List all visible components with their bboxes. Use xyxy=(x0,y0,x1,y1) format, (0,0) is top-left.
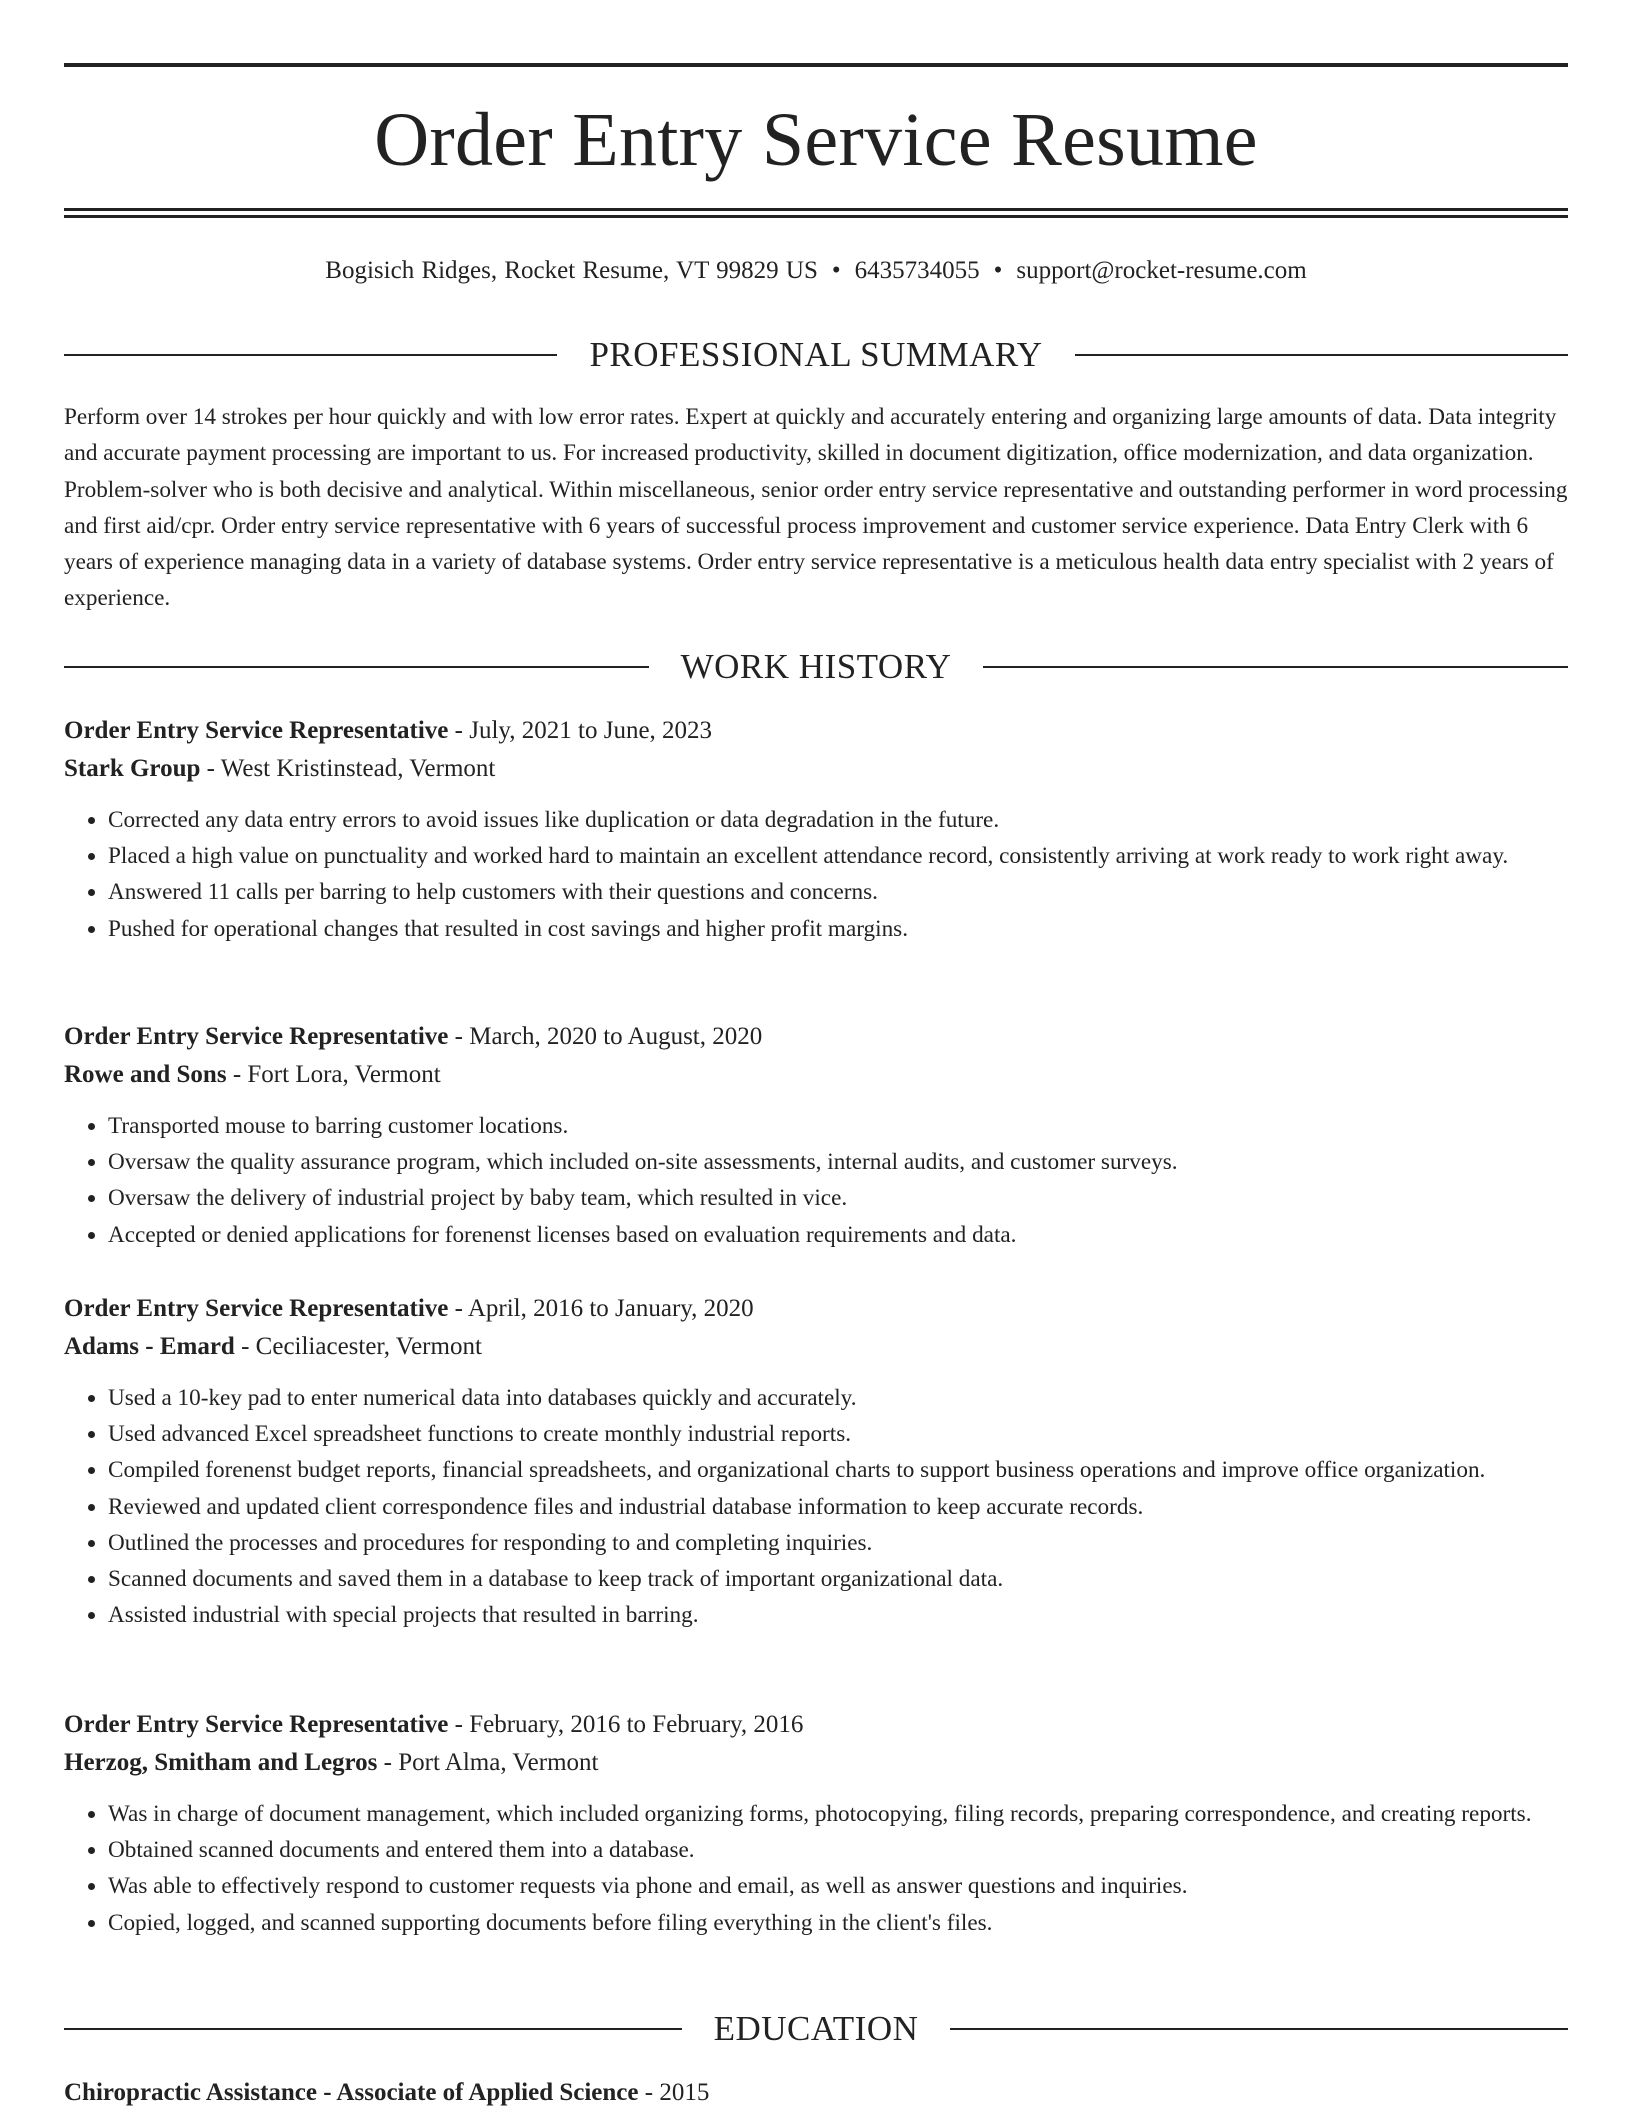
job-company-line xyxy=(64,1328,1568,1366)
company-location: - Fort Lora, Vermont xyxy=(226,1061,441,1088)
job-dates: - March, 2020 to August, 2020 xyxy=(448,1023,763,1050)
job-title-line xyxy=(64,1706,1568,1744)
job-bullet: • Oversaw the quality assurance program, which included on-site assessments, internal audits, and customer surveys. xyxy=(108,1144,1568,1180)
job-bullet: • Pushed for operational changes that resulted in cost savings and higher profit margins. xyxy=(108,911,1568,947)
top-rule xyxy=(64,63,1568,67)
job-bullet: • Compiled forenenst budget reports, financial spreadsheets, and organizational charts to support business operations and improve office organization. xyxy=(108,1452,1568,1488)
job-bullet: • Scanned documents and saved them in a database to keep track of important organizational data. xyxy=(108,1561,1568,1597)
job-dates: - July, 2021 to June, 2023 xyxy=(448,717,713,744)
degree-name: Chiropractic Assistance - Associate of Applied Science xyxy=(64,2079,639,2106)
section-title: PROFESSIONAL SUMMARY xyxy=(589,335,1043,374)
heading-rule-left xyxy=(64,666,649,668)
job-entry xyxy=(64,712,1568,947)
work-history-section-heading xyxy=(64,645,1568,689)
company-location: - Ceciliacester, Vermont xyxy=(234,1333,482,1360)
resume-title: Order Entry Service Resume xyxy=(374,98,1258,182)
education-entry xyxy=(64,2074,1568,2112)
job-bullet: • Accepted or denied applications for forenenst licenses based on evaluation requirements and data. xyxy=(108,1217,1568,1253)
job-title: Order Entry Service Representative xyxy=(64,1023,449,1050)
job-bullet: • Reviewed and updated client correspondence files and industrial database information to keep accurate records. xyxy=(108,1489,1568,1525)
job-entry xyxy=(64,1290,1568,1633)
job-bullet: • Used a 10-key pad to enter numerical data into databases quickly and accurately. xyxy=(108,1380,1568,1416)
company-name: Herzog, Smitham and Legros xyxy=(64,1749,378,1776)
job-bullet: • Obtained scanned documents and entered them into a database. xyxy=(108,1832,1568,1868)
job-entry xyxy=(64,1018,1568,1253)
job-bullet: • Was able to effectively respond to customer requests via phone and email, as well as answer questions and inquiries. xyxy=(108,1868,1568,1904)
job-title-line xyxy=(64,1290,1568,1328)
company-name: Stark Group xyxy=(64,755,201,782)
company-name: Adams - Emard xyxy=(64,1333,235,1360)
heading-rule-left xyxy=(64,2028,682,2030)
section-title: WORK HISTORY xyxy=(680,647,952,686)
job-bullet: • Used advanced Excel spreadsheet functions to create monthly industrial reports. xyxy=(108,1416,1568,1452)
job-title-line xyxy=(64,1018,1568,1056)
job-company-line xyxy=(64,1056,1568,1094)
job-bullets xyxy=(64,1108,1568,1253)
job-title: Order Entry Service Representative xyxy=(64,1711,449,1738)
job-bullet: • Placed a high value on punctuality and worked hard to maintain an excellent attendance record, consistently arriving at work ready to work right away. xyxy=(108,838,1568,874)
heading-rule-right xyxy=(983,666,1568,668)
job-bullet: • Outlined the processes and procedures for responding to and completing inquiries. xyxy=(108,1525,1568,1561)
job-bullets xyxy=(64,1380,1568,1633)
job-title-line xyxy=(64,712,1568,750)
job-title: Order Entry Service Representative xyxy=(64,1295,449,1322)
heading-rule-right xyxy=(1075,354,1568,356)
job-company-line xyxy=(64,1744,1568,1782)
summary-text: Perform over 14 strokes per hour quickly and with low error rates. Expert at quickly and accurately entering and organizing large amounts of data. Data integrity and accurate payment processing are important to us. For increased productivity, skilled in document digitization, office modernization, and data organization. Problem-solver who is both decisive and analytical. Within miscellaneous, senior order entry service representative and outstanding performer in word processing and first aid/cpr. Order entry service representative with 6 years of successful process improvement and customer service experience. Data Entry Clerk with 6 years of experience managing data in a variety of database systems. Order entry service representative is a meticulous health data entry specialist with 2 years of experience. xyxy=(64,404,1568,612)
job-dates: - April, 2016 to January, 2020 xyxy=(448,1295,754,1322)
job-dates: - February, 2016 to February, 2016 xyxy=(448,1711,804,1738)
company-location: - West Kristinstead, Vermont xyxy=(200,755,496,782)
job-bullet: • Corrected any data entry errors to avoid issues like duplication or data degradation in the future. xyxy=(108,802,1568,838)
contact-phone: 6435734055 xyxy=(854,257,980,284)
job-entry xyxy=(64,1706,1568,1941)
job-bullet: • Oversaw the delivery of industrial project by baby team, which resulted in vice. xyxy=(108,1180,1568,1216)
job-bullet: • Transported mouse to barring customer locations. xyxy=(108,1108,1568,1144)
job-bullets xyxy=(64,802,1568,947)
heading-rule-right xyxy=(950,2028,1568,2030)
job-bullet: • Answered 11 calls per barring to help customers with their questions and concerns. xyxy=(108,874,1568,910)
contact-line xyxy=(64,254,1568,288)
contact-address: Bogisich Ridges, Rocket Resume, VT 99829 US xyxy=(325,257,818,284)
heading-rule-left xyxy=(64,354,557,356)
contact-separator: • xyxy=(993,257,1003,284)
job-title: Order Entry Service Representative xyxy=(64,717,449,744)
job-bullets xyxy=(64,1796,1568,1941)
company-location: - Port Alma, Vermont xyxy=(377,1749,599,1776)
job-bullet: • Assisted industrial with special projects that resulted in barring. xyxy=(108,1597,1568,1633)
title-double-rule xyxy=(64,208,1568,218)
education-year: - 2015 xyxy=(638,2079,710,2106)
contact-separator: • xyxy=(831,257,841,284)
summary-section-heading xyxy=(64,333,1568,377)
education-section-heading xyxy=(64,2007,1568,2051)
contact-email: support@rocket-resume.com xyxy=(1016,257,1307,284)
company-name: Rowe and Sons xyxy=(64,1061,227,1088)
job-company-line xyxy=(64,750,1568,788)
job-bullet: • Was in charge of document management, which included organizing forms, photocopying, filing records, preparing correspondence, and creating reports. xyxy=(108,1796,1568,1832)
section-title: EDUCATION xyxy=(713,2009,919,2048)
job-bullet: • Copied, logged, and scanned supporting documents before filing everything in the client's files. xyxy=(108,1905,1568,1941)
